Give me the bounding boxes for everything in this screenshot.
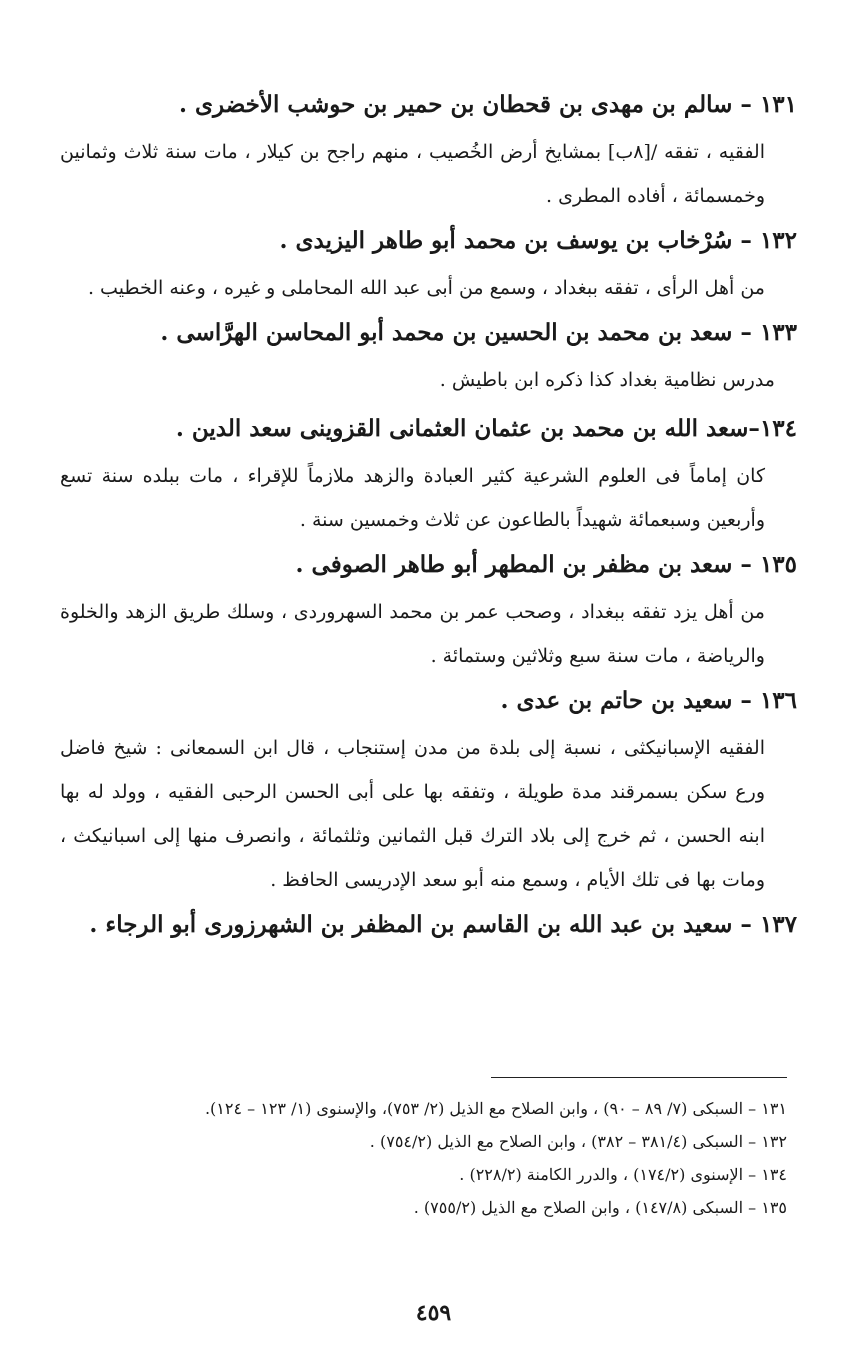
entry-heading: ١٣١ – سالم بن مهدى بن قحطان بن حمير بن حوشب الأخضرى . [179,91,797,118]
entry-132 [60,224,797,310]
entry-body: الفقيه ، تفقه /[٨ب] بمشايخ أرض الخُصيب ، منهم راجح بن كيلار ، مات سنة ثلاث وثمانين وخمسمائة ، أفاده المطرى . [60,141,765,207]
footnote-135: ١٣٥ – السبكى (١٤٧/٨) ، وابن الصلاح مع الذيل (٧٥٥/٢) . [413,1198,787,1217]
footnote-134: ١٣٤ – الإسنوى (١٧٤/٢) ، والدرر الكامنة (٢٢٨/٢) . [459,1165,787,1184]
entry-body: من أهل يزد تفقه ببغداد ، وصحب عمر بن محمد السهروردى ، وسلك طريق الزهد والخلوة والرياضة ، مات سنة سبع وثلاثين وستمائة . [60,601,765,667]
page-number: ٤٥٩ [415,1300,452,1326]
entry-body: الفقيه الإسبانيكثى ، نسبة إلى بلدة من مدن إستنجاب ، قال ابن السمعانى : شيخ فاضل ورع سكن بسمرقند مدة طويلة ، وتفقه بها على أبى الحسن الرحبى الفقيه ، وولد له بها ابنه الحسن ، ثم خرج إلى بلاد الترك قبل الثمانين وثلثمائة ، وانصرف منها إلى اسبانيكث ، ومات بها فى تلك الأيام ، وسمع منه أبو سعد الإدريسى الحافظ . [60,737,765,891]
entry-heading: ١٣٢ – سُرْخاب بن يوسف بن محمد أبو طاهر اليزيدى . [279,227,797,254]
entry-135 [60,548,797,678]
footnotes [55,1092,787,1224]
entry-heading: ١٣٣ – سعد بن محمد بن الحسين بن محمد أبو المحاسن الهرَّاسى . [160,319,797,346]
entry-heading: ١٣٧ – سعيد بن عبد الله بن القاسم بن المظفر بن الشهرزورى أبو الرجاء . [89,911,797,938]
entry-137 [60,908,797,942]
entry-133 [60,316,797,402]
footnote-divider [491,1077,787,1078]
entry-heading: ١٣٦ – سعيد بن حاتم بن عدى . [500,687,797,714]
entry-body: من أهل الرأى ، تفقه ببغداد ، وسمع من أبى عبد الله المحاملى و غيره ، وعنه الخطيب . [87,277,765,299]
entry-body: مدرس نظامية بغداد كذا ذكره ابن باطيش . [439,369,775,391]
footnote-131: ١٣١ – السبكى (٧/ ٨٩ – ٩٠) ، وابن الصلاح مع الذيل (٢/ ٧٥٣)، والإسنوى (١/ ١٢٣ – ١٢٤). [204,1099,787,1118]
entry-134 [60,412,797,542]
entry-131 [60,88,797,218]
entry-heading: ١٣٤–سعد الله بن محمد بن عثمان العثمانى القزوينى سعد الدين . [175,415,797,442]
entry-body: كان إماماً فى العلوم الشرعية كثير العبادة والزهد ملازماً للإقراء ، مات ببلده سنة تسع وأربعين وسبعمائة شهيداً بالطاعون عن ثلاث وخمسين سنة . [60,465,765,531]
entry-heading: ١٣٥ – سعد بن مظفر بن المطهر أبو طاهر الصوفى . [295,551,797,578]
footnote-132: ١٣٢ – السبكى (٣٨١/٤ – ٣٨٢) ، وابن الصلاح مع الذيل (٧٥٤/٢) . [369,1132,787,1151]
entry-136 [60,684,797,902]
